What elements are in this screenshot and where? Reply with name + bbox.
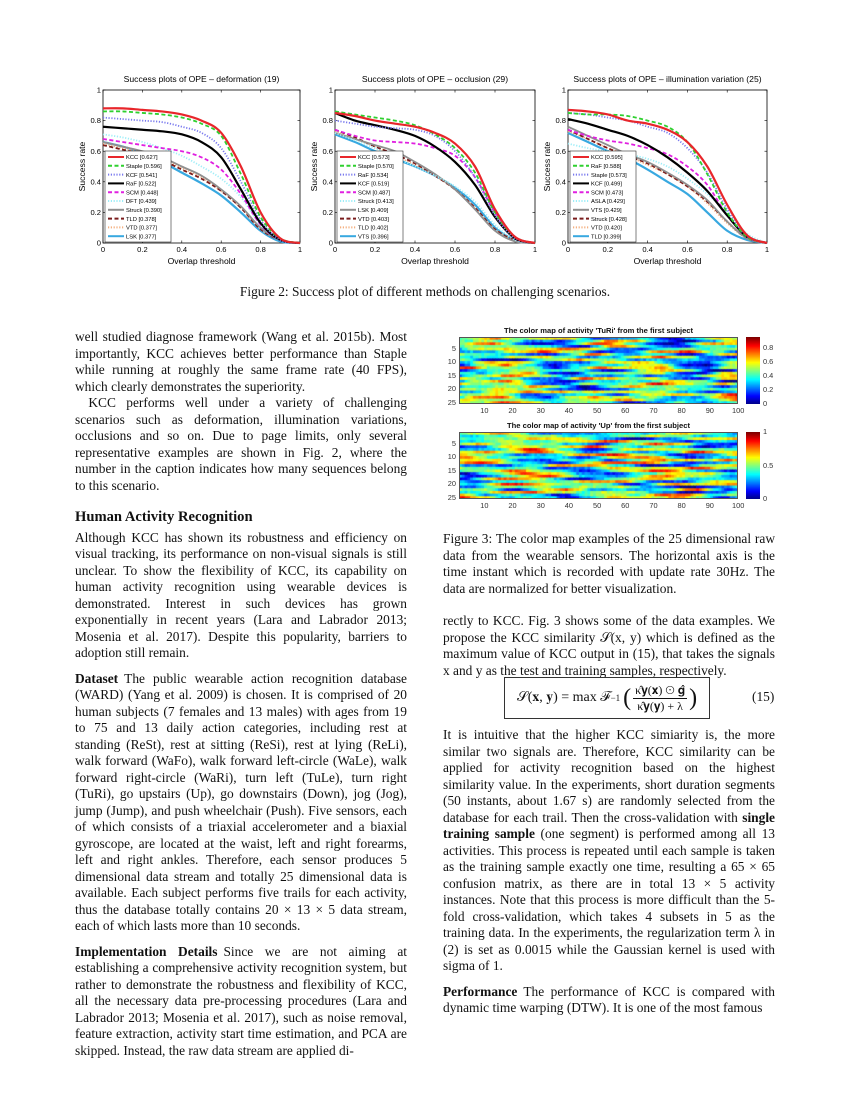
x-tick-label: 0.8 [489,245,501,254]
y-tick-label: 0 [561,238,566,248]
x-axis-label: Overlap threshold [401,256,469,266]
legend-entry: KCF [0.499] [591,181,622,188]
plot-title: Success plots of OPE – illumination variation (25) [573,74,762,84]
x-tick-label: 1 [297,245,303,254]
legend-entry: KCC [0.595] [591,155,623,162]
x-tick-label: 0.6 [682,245,693,254]
x-tick-label: 0 [332,245,338,254]
equation-fraction [633,683,687,714]
y-axis-label: Success rate [77,141,87,192]
y-tick-label: 0 [328,238,333,248]
heatmap-axes [459,337,738,404]
paragraph-text: The public wearable action recognition database (WARD) (Yang et al. 2009) is chosen. It is comprised of 20 human subjects (7 females and 13 males) with ages from 19 to 75 and 13 daily action categories, including rest at standing (ReSt), rest at sitting (ReSi), rest at lying (ReLi), walk forward (WaFo), walk forward left-circle (WaLe), walk forward right-circle (WaRi), turn left (TuLe), turn right (TuRi), go upstairs (Up), go downstairs (Down), jog (Jog), jump (Jump), and push wheelchair (Push). Five sensors, each of which consists of a triaxial accelerometer and a biaxial gyroscope, are located at the waist, left and right forearms, left and right ankles. Therefore, each sensor produces 5 dimensional data stream and totally 25 dimensional data is available. Each subject performs five trails for each activity, thus the database totally contains 20 × 13 × 5 data stream, each of which lasts more than 10 seconds. [75,670,407,933]
y-tick-label: 0.6 [90,146,101,156]
x-tick-label: 80 [677,406,686,415]
plot-svg [302,70,542,270]
colorbar-tick-label: 0.8 [763,342,774,352]
legend-entry: DFT [0.439] [126,199,157,206]
success-plot-occlusion [302,70,542,270]
equation-sup: −1 [610,693,621,703]
legend-entry: TLD [0.402] [358,225,389,232]
x-axis-label: Overlap threshold [633,256,702,266]
colorbar-tick-label: 0 [763,494,768,503]
colorbar-tick-label: 0.5 [763,460,774,470]
x-tick-label: 1 [764,245,770,254]
x-tick-label: 100 [732,406,745,415]
x-tick-label: 0.6 [215,245,227,254]
right-column-top: rectly to KCC. Fig. 3 shows some of the data examples. We propose the KCC similarity 𝒮(x, y) which is defined as the maximum value of KCC output in (15), that takes the signals x and y as the test and training samples, respectively. [443,613,775,678]
legend-entry: SCM [0.473] [591,190,624,197]
paragraph-dataset [75,671,407,935]
y-tick-label: 10 [447,452,456,462]
heatmap-turi [430,326,780,416]
text: It is intuitive that the higher KCC simiarity is, the more similar two signals are. Therefore, KCC similarity can be applied for activity recognition based on the highest similarity value. In the experiments, short duration segments (50 instants, about 1.67 s) are randomly selected from the database for each trail. Then the cross-validation with [443,727,775,825]
y-tick-label: 10 [447,357,456,367]
legend-entry: LSK [0.377] [126,234,157,241]
x-tick-label: 20 [508,501,517,510]
y-tick-label: 20 [447,384,456,394]
legend-entry: Struck [0.428] [591,216,627,223]
legend-entry: KCF [0.519] [358,181,389,188]
y-tick-label: 0.2 [322,208,333,217]
equation-number: (15) [752,689,775,704]
x-tick-label: 30 [536,406,545,415]
x-tick-label: 20 [508,406,517,415]
y-tick-label: 25 [447,492,456,502]
y-tick-label: 0.4 [555,177,566,187]
x-tick-label: 0.2 [369,245,381,254]
section-heading: Human Activity Recognition [75,509,253,525]
x-tick-label: 70 [649,406,658,415]
legend-entry: TLD [0.378] [126,216,157,223]
legend [105,151,171,242]
x-tick-label: 0.8 [721,245,733,254]
y-tick-label: 0.8 [90,116,101,126]
paragraph-text: The performance of KCC is compared with dynamic time warping (DTW). It is one of the most famous [443,983,775,1015]
colorbar-tick-label: 0.2 [763,384,774,394]
paragraph: well studied diagnose framework (Wang et al. 2015b). Most importantly, KCC achieves better performance than Staple while running at roughly the same frame rate (40 FPS), which clearly demonstrates the superiority. [75,329,407,394]
legend-entry: Struck [0.413] [358,199,394,206]
equation-15: 𝒮(𝐱, 𝐲) = max ℱ −1 ( $\frac{\text{κ̂𝐲(𝐱) ⊙ 𝐠̂}}{\text{κ̂𝐲(𝐲) + λ}}$ ) [504,677,710,719]
legend [337,151,403,242]
plot-svg [70,70,310,270]
x-tick-label: 10 [480,406,489,415]
y-tick-label: 0.2 [90,208,101,217]
paragraph-title: Performance [443,983,518,999]
legend-entry: KCC [0.627] [126,155,158,162]
right-column-bottom [443,727,775,1017]
y-tick-label: 1 [561,85,566,95]
y-tick-label: 0 [96,238,101,248]
x-tick-label: 1 [532,245,538,254]
paragraph: KCC performs well under a variety of challenging scenarios such as deformation, illumination variations, occlusions and so on. Due to page limits, only several representative examples are shown in Fig. 2, where the number in the caption indicates how many sequences belong to this scenario. [75,395,407,493]
left-column [75,329,407,1059]
paragraph-performance [443,984,775,1017]
legend-entry: Staple [0.570] [358,164,394,170]
legend-entry: VTS [0.429] [591,208,622,214]
y-tick-label: 0.6 [322,146,333,156]
legend-entry: LSK [0.409] [358,208,389,214]
colorbar-tick-label: 0.6 [763,356,774,366]
legend-entry: KCF [0.541] [126,172,157,179]
x-tick-label: 0.8 [255,245,266,254]
legend-entry: SCM [0.448] [126,190,159,197]
y-tick-label: 0.6 [555,146,566,156]
paragraph: Although KCC has shown its robustness and efficiency on visual tracking, its performance on non-visual signals is still unclear. To show the flexibility of KCC, its capability on human activity recognition using wearable devices is demonstrated. Interest in such devices has grown exponentially in recent years (Lara and Labrador 2013; Mosenia et al. 2017). Despite this popularity, barriers to adoption still remain. [75,529,407,660]
x-tick-label: 30 [536,501,545,510]
x-tick-label: 50 [592,501,602,510]
x-tick-label: 60 [621,406,630,415]
y-tick-label: 0.4 [90,177,101,187]
x-tick-label: 0.4 [642,245,653,254]
paragraph-title: Implementation Details [75,943,218,959]
x-tick-label: 0 [565,245,571,254]
x-tick-label: 0.4 [409,245,421,254]
x-tick-label: 60 [621,501,630,510]
y-tick-label: 0.2 [555,208,566,217]
x-tick-label: 0.2 [137,245,148,254]
y-axis-label: Success rate [309,141,319,192]
x-tick-label: 90 [705,501,714,510]
plot-title: Success plots of OPE – deformation (19) [123,74,280,84]
colorbar-tick-label: 1 [763,427,768,436]
paragraph [443,727,775,975]
figure2-caption: Figure 2: Success plot of different methods on challenging scenarios. [239,284,611,299]
x-tick-label: 40 [564,406,574,415]
legend-entry: VTD [0.403] [358,216,389,223]
x-tick-label: 0 [100,245,106,254]
text: (one segment) is performed among all 13 activities. This process is repeated until each sample is taken as the training sample exactly one time, resulting a 65 × 65 confusion matrix, as there are in total 13 × 5 activity instances. Note that this process is more difficult than the 5-fold cross-validation, which takes 4 subsets in 5 as the training data. In the experiments, the regularization term λ in (2) is set as 0.0015 while the Gaussian kernel is used with sigma of 1. [443,826,775,973]
x-tick-label: 0.4 [176,245,188,254]
y-tick-label: 1 [328,85,333,95]
x-axis-label: Overlap threshold [167,256,236,266]
heatmap-axes [459,432,738,499]
legend-entry: RaF [0.522] [126,181,157,188]
y-tick-label: 25 [447,397,456,407]
y-tick-label: 0.4 [322,177,333,187]
legend-entry: Struck [0.390] [126,208,162,214]
y-tick-label: 20 [447,479,456,489]
legend-entry: ASLA [0.429] [591,199,625,206]
legend-entry: SCM [0.487] [358,190,391,197]
paragraph-implementation [75,944,407,1060]
paragraph-title: Dataset [75,670,119,686]
paragraph-text: Since we are not aiming at establishing a comprehensive activity recognition system, but rather to demonstrate the robustness and flexibility of KCC, all the necessary data pre-processing procedures (Lara and Labrador 2013; Mosenia et al. 2017), such as noise removal, feature extraction, activity start time estimation, and PCA are skipped. Instead, the raw data stream are applied di- [75,943,407,1058]
plot-title: Success plots of OPE – occlusion (29) [361,74,509,84]
legend-entry: RaF [0.534] [358,172,389,179]
heatmap-up [430,421,780,511]
y-tick-label: 0.8 [322,116,333,126]
legend-entry: TLD [0.399] [591,234,622,241]
x-tick-label: 50 [592,406,602,415]
y-tick-label: 15 [447,465,456,475]
legend-entry: VTD [0.377] [126,225,157,232]
plot-svg [532,70,775,270]
heatmap-title: The color map of activity 'TuRi' from the first subject [503,326,694,335]
legend-entry: VTD [0.420] [591,225,622,232]
legend-entry: Staple [0.596] [126,164,162,170]
x-tick-label: 0.6 [449,245,461,254]
legend-entry: Staple [0.573] [591,172,627,179]
colorbar-tick-label: 0.4 [763,370,774,380]
success-plot-illumination [532,70,775,270]
colorbar-tick-label: 0 [763,399,768,408]
legend-entry: KCC [0.573] [358,155,390,162]
legend-entry: VTS [0.396] [358,234,389,241]
x-tick-label: 40 [564,501,574,510]
x-tick-label: 80 [677,501,686,510]
bold-text: single training sample [443,809,775,841]
y-tick-label: 15 [447,370,456,380]
figure3-caption: Figure 3: The color map examples of the 25 dimensional raw data from the wearable sensors. The horizontal axis is the time instant which is recorded with update rate 30Hz. The data are normalized for better visualization. [443,531,775,596]
equation-lhs: 𝒮(𝐱, 𝐲) = max ℱ [516,690,611,705]
legend [570,151,636,242]
legend-entry: RaF [0.588] [591,164,622,170]
heatmap-title: The color map of activity 'Up' from the first subject [507,421,690,430]
x-tick-label: 70 [649,501,658,510]
denominator: κ̂𝐲(𝐲) + λ [637,698,684,713]
y-axis-label: Success rate [542,141,552,192]
success-plot-deformation [70,70,310,270]
y-tick-label: 5 [451,344,456,354]
x-tick-label: 90 [705,406,714,415]
y-tick-label: 5 [451,439,456,449]
y-tick-label: 0.8 [555,116,566,126]
x-tick-label: 10 [480,501,489,510]
numerator: κ̂𝐲(𝐱) ⊙ 𝐠̂ [635,682,686,697]
colorbar [746,337,760,404]
x-tick-label: 0.2 [602,245,614,254]
y-tick-label: 1 [96,85,101,95]
colorbar [746,432,760,499]
x-tick-label: 100 [732,501,745,510]
